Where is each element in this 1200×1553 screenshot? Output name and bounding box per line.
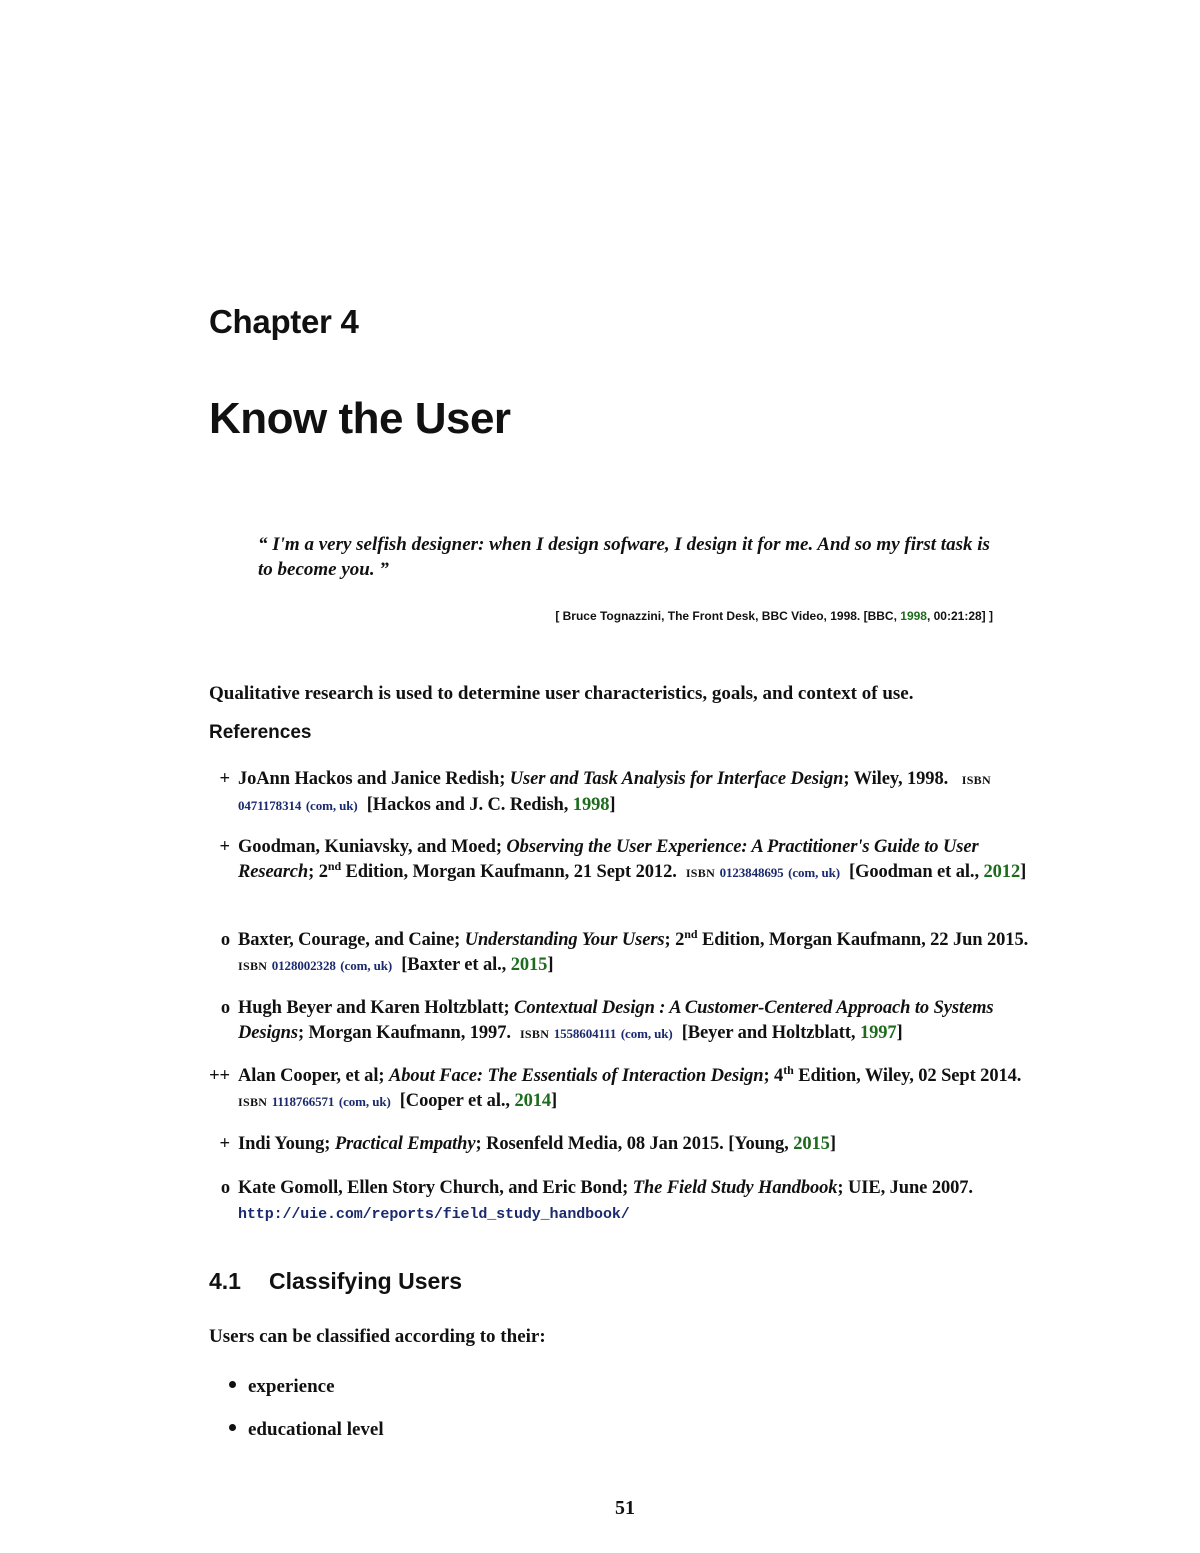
store-links[interactable]: (com, uk)	[620, 1026, 673, 1041]
reference-item: o Baxter, Courage, and Caine; Understanding Your Users; 2nd Edition, Morgan Kaufmann, 22 Jun 2015. ISBN 0128002328 (com, uk) [Baxter et al., 2015]	[220, 927, 1029, 975]
section-title: Classifying Users	[269, 1268, 463, 1294]
reference-authors: Alan Cooper, et al;	[238, 1066, 389, 1086]
edition-number: 4	[774, 1066, 784, 1086]
reference-authors: Indi Young;	[238, 1134, 335, 1154]
edition-superscript: nd	[684, 927, 698, 941]
citation-suffix: ]	[551, 1091, 558, 1111]
intro-paragraph: Qualitative research is used to determine user characteristics, goals, and context of use.	[209, 683, 914, 704]
citation-year-link[interactable]: 2015	[510, 955, 548, 975]
store-links[interactable]: (com, uk)	[305, 798, 358, 813]
bullet-dot-icon	[229, 1381, 236, 1388]
reference-title: About Face: The Essentials of Interaction Design	[388, 1066, 764, 1086]
reference-title: User and Task Analysis for Interface Design	[509, 769, 844, 789]
epigraph-attribution	[555, 609, 993, 623]
reference-authors: Kate Gomoll, Ellen Story Church, and Eric Bond;	[238, 1178, 633, 1198]
section-number: 4.1	[209, 1268, 241, 1294]
chapter-title: Know the User	[209, 394, 511, 443]
reference-item: + Goodman, Kuniavsky, and Moed; Observing the User Experience: A Practitioner's Guide to User Research; 2nd Edition, Morgan Kaufmann, 21 Sept 2012. ISBN 0123848695 (com, uk) [Goodman et al., 2012]	[219, 837, 1027, 882]
reference-details: Edition, Wiley, 02 Sept 2014.	[793, 1066, 1022, 1086]
edition-number: 2	[675, 930, 685, 950]
reference-bullet: o	[220, 930, 230, 950]
list-item-text: experience	[248, 1376, 335, 1397]
reference-details: ; Wiley, 1998.	[843, 769, 949, 789]
page-number: 51	[615, 1497, 635, 1519]
citation-suffix: ]	[829, 1134, 836, 1154]
citation-year-link[interactable]: 1998	[572, 795, 610, 815]
isbn-link[interactable]: 1118766571	[271, 1094, 335, 1109]
reference-bullet: ++	[209, 1066, 230, 1086]
reference-details: Edition, Morgan Kaufmann, 21 Sept 2012.	[341, 862, 677, 882]
references-heading: References	[209, 722, 312, 743]
list-item	[229, 1419, 384, 1441]
isbn-label: ISBN	[519, 1027, 550, 1041]
citation-suffix: ]	[1020, 862, 1027, 882]
reference-bullet: +	[219, 837, 230, 857]
isbn-link[interactable]: 0123848695	[719, 865, 784, 880]
citation-prefix: [Beyer and Holtzblatt,	[681, 1023, 860, 1043]
reference-authors: JoAnn Hackos and Janice Redish;	[238, 769, 510, 789]
store-links[interactable]: (com, uk)	[788, 865, 840, 880]
attribution-year-link[interactable]: 1998	[900, 609, 927, 623]
reference-title: Practical Empathy	[334, 1134, 476, 1154]
citation-prefix: [Baxter et al.,	[401, 955, 511, 975]
reference-bullet: +	[219, 769, 230, 789]
reference-item	[219, 767, 1044, 818]
edition-number: 2	[318, 862, 328, 882]
citation-suffix: ]	[609, 795, 616, 815]
isbn-link[interactable]: 1558604111	[553, 1026, 617, 1041]
reference-details: ; Rosenfeld Media, 08 Jan 2015. [Young,	[475, 1134, 794, 1154]
isbn-link[interactable]: 0128002328	[271, 958, 336, 973]
reference-bullet: o	[220, 1178, 230, 1198]
isbn-label: ISBN	[685, 866, 716, 880]
citation-prefix: [Goodman et al.,	[849, 862, 984, 882]
edition-superscript: th	[783, 1063, 794, 1077]
citation-prefix: [Hackos and J. C. Redish,	[366, 795, 573, 815]
isbn-label: ISBN	[961, 773, 991, 787]
isbn-label: ISBN	[238, 959, 268, 973]
reference-title: Contextual Design : A Customer-Centered Approach to Systems Designs	[238, 998, 994, 1043]
citation-suffix: ]	[547, 955, 554, 975]
reference-item: ++ Alan Cooper, et al; About Face: The Essentials of Interaction Design; 4th Edition, Wiley, 02 Sept 2014. ISBN 1118766571 (com, uk) [Cooper et al., 2014]	[209, 1063, 1022, 1111]
reference-bullet: o	[220, 998, 230, 1018]
section-intro: Users can be classified according to their:	[209, 1326, 546, 1347]
reference-details: ; UIE, June 2007.	[837, 1178, 973, 1198]
citation-prefix: [Cooper et al.,	[399, 1091, 515, 1111]
reference-item	[219, 1132, 1044, 1157]
citation-year-link[interactable]: 2014	[514, 1091, 552, 1111]
attribution-prefix: [ Bruce Tognazzini, The Front Desk, BBC Video, 1998. [BBC,	[555, 609, 901, 623]
epigraph-quote: “ I'm a very selfish designer: when I design sofware, I design it for me. And so my first task is to become you. ”	[258, 534, 990, 580]
bullet-dot-icon	[229, 1424, 236, 1431]
citation-year-link[interactable]: 2012	[983, 862, 1021, 882]
citation-year-link[interactable]: 2015	[793, 1134, 830, 1154]
isbn-label: ISBN	[238, 1095, 268, 1109]
list-item-text: educational level	[248, 1419, 384, 1440]
reference-title: The Field Study Handbook	[632, 1178, 838, 1198]
attribution-suffix: , 00:21:28] ]	[926, 609, 993, 623]
reference-details: Edition, Morgan Kaufmann, 22 Jun 2015.	[697, 930, 1029, 950]
reference-bullet: +	[219, 1134, 230, 1154]
store-links[interactable]: (com, uk)	[340, 958, 393, 973]
reference-title: Observing the User Experience: A Practitioner's Guide to User Research	[238, 837, 979, 882]
reference-item	[220, 1176, 1044, 1227]
store-links[interactable]: (com, uk)	[338, 1094, 391, 1109]
citation-suffix: ]	[896, 1023, 903, 1043]
chapter-label: Chapter 4	[209, 303, 359, 340]
reference-details: ; Morgan Kaufmann, 1997.	[297, 1023, 511, 1043]
isbn-link[interactable]: 0471178314	[238, 798, 302, 813]
edition-superscript: nd	[327, 859, 342, 873]
reference-authors: Hugh Beyer and Karen Holtzblatt;	[238, 998, 515, 1018]
reference-item	[220, 996, 1044, 1047]
list-item	[229, 1376, 335, 1398]
reference-url-link[interactable]: http://uie.com/reports/field_study_handbook/	[238, 1206, 630, 1223]
reference-title: Understanding Your Users	[464, 930, 665, 950]
reference-authors: Goodman, Kuniavsky, and Moed;	[238, 837, 507, 857]
citation-year-link[interactable]: 1997	[859, 1023, 897, 1043]
reference-authors: Baxter, Courage, and Caine;	[238, 930, 465, 950]
